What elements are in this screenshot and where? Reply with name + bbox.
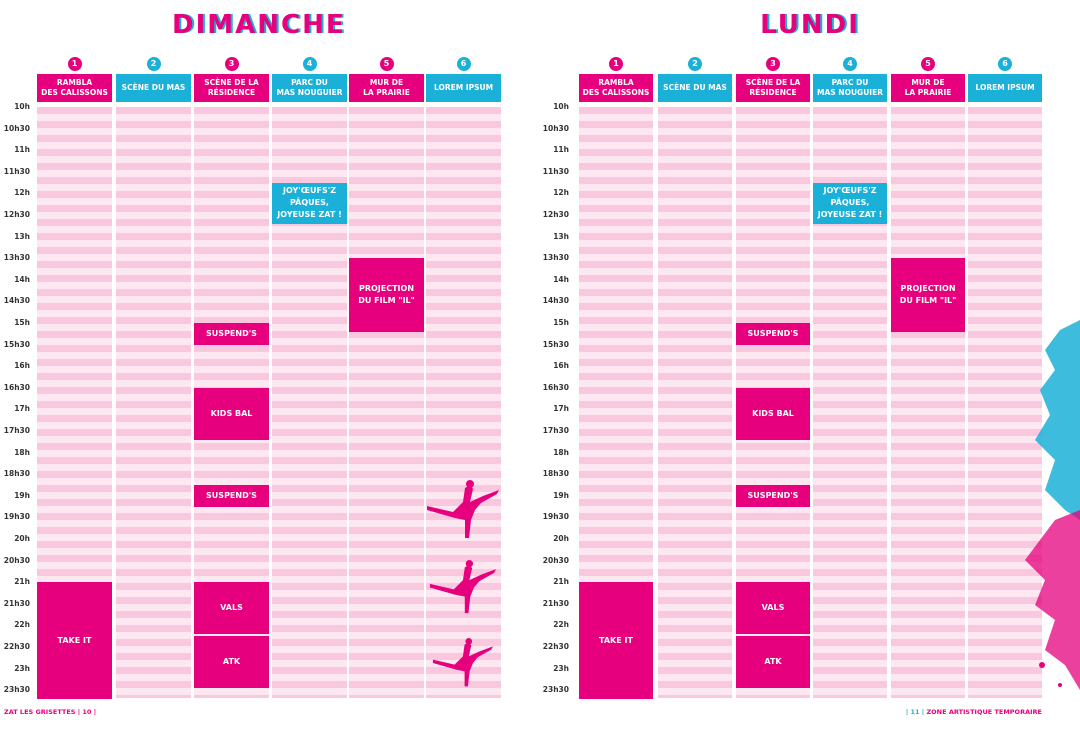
time-label: 22h30 — [3, 642, 30, 651]
location-header — [579, 74, 653, 102]
time-label: 15h30 — [542, 339, 569, 349]
time-label: 10h30 — [542, 123, 569, 133]
time-label: 23h30 — [542, 685, 569, 695]
event-label: VALS — [220, 603, 243, 613]
location-label: SCÈNE DU MAS — [121, 83, 186, 92]
time-label: 16h30 — [3, 382, 30, 392]
time-label: 14h — [14, 274, 30, 284]
time-label: 16h — [14, 361, 30, 371]
location-header — [813, 74, 887, 102]
location-label: LOREM IPSUM — [975, 83, 1035, 92]
location-number-badge: 6 — [457, 57, 471, 71]
event-label: KIDS BAL — [210, 408, 253, 418]
time-label: 20h — [14, 534, 30, 543]
location-number-badge: 5 — [380, 57, 394, 71]
event-label: SUSPEND'S — [747, 328, 799, 338]
time-label: 22h30 — [542, 642, 569, 651]
event-label: PROJECTION DU FILM "IL" — [899, 283, 957, 305]
location-header — [891, 74, 965, 102]
time-label: 19h — [553, 490, 569, 500]
event-label: SUSPEND'S — [747, 490, 799, 500]
footer-publication: ZONE ARTISTIQUE TEMPORAIRE — [926, 708, 1042, 716]
time-label: 17h — [14, 404, 30, 414]
event-block[interactable] — [579, 582, 653, 699]
location-header — [658, 74, 732, 102]
time-label: 22h — [14, 620, 30, 630]
footer-left — [4, 708, 96, 716]
event-label: TAKE IT — [57, 635, 92, 645]
location-header — [116, 74, 191, 102]
location-label: LOREM IPSUM — [433, 83, 494, 92]
time-label: 19h — [14, 490, 30, 500]
location-number-badge: 3 — [766, 57, 780, 71]
event-block[interactable] — [194, 323, 269, 345]
event-block[interactable] — [194, 636, 269, 688]
time-label: 23h30 — [3, 685, 30, 695]
paint-splash-icon — [1020, 320, 1080, 700]
time-label: 21h — [14, 577, 30, 587]
location-label: PARC DU MAS NOUGUIER — [817, 78, 883, 97]
event-label: JOY'ŒUFS'Z PÂQUES, JOYEUSE ZAT ! — [817, 186, 883, 220]
time-label: 21h30 — [542, 598, 569, 608]
time-label: 13h30 — [3, 253, 30, 263]
event-block[interactable] — [194, 582, 269, 634]
event-block[interactable] — [272, 183, 347, 224]
time-label: 17h30 — [542, 426, 569, 435]
footer-page-number: | 10 | — [77, 708, 97, 716]
location-label: RAMBLA DES CALISSONS — [41, 78, 108, 97]
time-label: 16h30 — [542, 382, 569, 392]
dancer-silhouette-icon — [425, 560, 500, 615]
location-label: SCÈNE DE LA RÉSIDENCE — [745, 78, 801, 97]
time-label: 14h30 — [3, 296, 30, 306]
time-label: 21h30 — [3, 598, 30, 608]
location-number-badge: 4 — [843, 57, 857, 71]
event-label: SUSPEND'S — [206, 328, 257, 338]
event-label: KIDS BAL — [752, 408, 794, 418]
time-label: 10h — [14, 102, 30, 111]
schedule-column — [891, 107, 965, 698]
location-header — [426, 74, 501, 102]
location-number-badge: 4 — [303, 57, 317, 71]
time-label: 20h30 — [542, 555, 569, 565]
time-label: 15h — [553, 318, 569, 327]
location-number-badge: 1 — [68, 57, 82, 71]
event-block[interactable] — [736, 485, 810, 507]
event-block[interactable] — [349, 258, 424, 332]
event-label: TAKE IT — [599, 635, 633, 645]
time-label: 20h30 — [3, 555, 30, 565]
event-label: JOY'ŒUFS'Z PÂQUES, JOYEUSE ZAT ! — [277, 186, 342, 220]
time-label: 10h30 — [3, 123, 30, 133]
event-label: PROJECTION DU FILM "IL" — [358, 283, 415, 305]
time-label: 18h — [553, 447, 569, 457]
dancer-silhouette-icon — [425, 480, 500, 540]
location-number-badge: 2 — [688, 57, 702, 71]
time-label: 12h — [553, 188, 569, 198]
event-block[interactable] — [813, 183, 887, 224]
time-label: 11h30 — [542, 166, 569, 176]
time-label: 18h30 — [3, 469, 30, 479]
event-label: VALS — [761, 603, 785, 613]
location-number-badge: 6 — [998, 57, 1012, 71]
time-label: 18h30 — [542, 469, 569, 479]
footer-page-number: | 11 | — [905, 708, 925, 716]
time-label: 17h — [553, 404, 569, 414]
day-title: LUNDI — [760, 10, 860, 40]
time-label: 15h30 — [3, 339, 30, 349]
time-label: 19h30 — [542, 512, 569, 522]
location-label: MUR DE LA PRAIRIE — [904, 78, 952, 97]
location-header — [272, 74, 347, 102]
location-header — [194, 74, 269, 102]
time-label: 19h30 — [3, 512, 30, 522]
time-label: 14h — [553, 274, 569, 284]
time-label: 10h — [553, 102, 569, 111]
time-label: 11h30 — [3, 166, 30, 176]
location-number-badge: 3 — [225, 57, 239, 71]
time-label: 11h — [14, 145, 30, 155]
footer-publication: ZAT LES GRISETTES — [4, 708, 76, 716]
time-label: 13h — [553, 231, 569, 241]
time-label: 17h30 — [3, 426, 30, 435]
time-label: 23h — [14, 663, 30, 673]
event-block[interactable] — [891, 258, 965, 332]
event-block[interactable] — [736, 323, 810, 345]
time-label: 13h30 — [542, 253, 569, 263]
time-label: 11h — [553, 145, 569, 155]
location-label: RAMBLA DES CALISSONS — [582, 78, 650, 97]
event-block[interactable] — [37, 582, 112, 699]
event-block[interactable] — [736, 388, 810, 440]
event-block[interactable] — [736, 636, 810, 688]
location-label: SCÈNE DU MAS — [663, 83, 727, 92]
location-label: SCÈNE DE LA RÉSIDENCE — [204, 78, 259, 97]
time-label: 12h30 — [542, 210, 569, 219]
schedule-column — [658, 107, 732, 698]
location-number-badge: 5 — [921, 57, 935, 71]
location-label: MUR DE LA PRAIRIE — [363, 78, 410, 97]
time-label: 14h30 — [542, 296, 569, 306]
location-number-badge: 2 — [147, 57, 161, 71]
schedule-column — [349, 107, 424, 698]
time-label: 21h — [553, 577, 569, 587]
time-label: 20h — [553, 534, 569, 543]
event-label: ATK — [222, 657, 241, 667]
time-label: 12h30 — [3, 210, 30, 219]
time-label: 15h — [14, 318, 30, 327]
time-label: 23h — [553, 663, 569, 673]
location-header — [37, 74, 112, 102]
time-label: 18h — [14, 447, 30, 457]
schedule-column — [116, 107, 191, 698]
day-title: DIMANCHE — [172, 10, 346, 40]
location-number-badge: 1 — [609, 57, 623, 71]
location-header — [968, 74, 1042, 102]
event-block[interactable] — [194, 485, 269, 507]
time-label: 22h — [553, 620, 569, 630]
footer-right — [906, 708, 1042, 716]
location-header — [349, 74, 424, 102]
location-label: PARC DU MAS NOUGUIER — [276, 78, 343, 97]
time-label: 12h — [14, 188, 30, 198]
event-block[interactable] — [194, 388, 269, 440]
location-header — [736, 74, 810, 102]
event-block[interactable] — [736, 582, 810, 634]
event-label: ATK — [764, 657, 782, 667]
time-label: 13h — [14, 231, 30, 241]
event-label: SUSPEND'S — [206, 490, 257, 500]
dancer-silhouette-icon — [425, 638, 500, 688]
time-label: 16h — [553, 361, 569, 371]
